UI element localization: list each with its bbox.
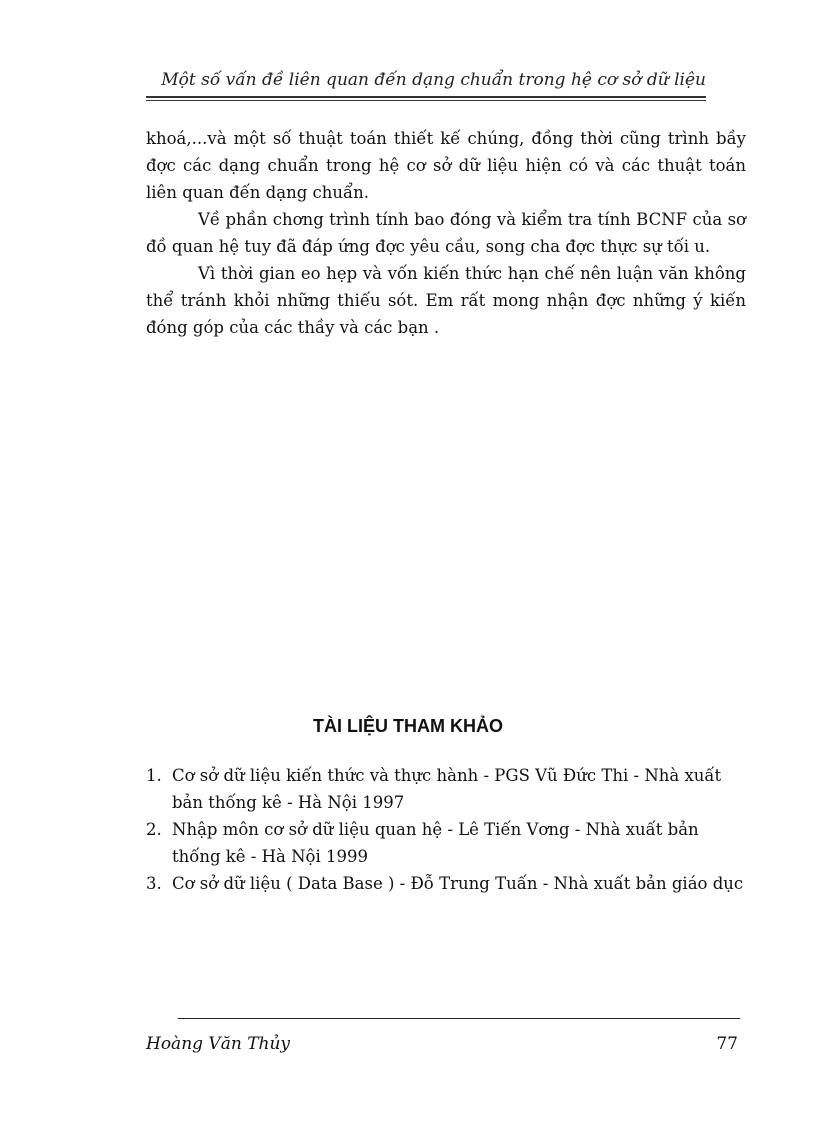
footer-divider	[178, 1018, 740, 1019]
reference-item	[146, 762, 746, 816]
references-list	[146, 762, 746, 897]
header-divider	[146, 96, 706, 101]
paragraph: khoá,...và một số thuật toán thiết kế chúng, đồng thời cũng trình bầy đợc các dạng chuẩn trong hệ cơ sở dữ liệu hiện có và các thuật toán liên quan đến dạng chuẩn.	[146, 129, 746, 202]
paragraph: Về phần chơng trình tính bao đóng và kiểm tra tính BCNF của sơ đồ quan hệ tuy đã đáp ứng đợc yêu cầu, song cha đợc thực sự tối u.	[146, 210, 746, 256]
reference-number: 1.	[146, 766, 162, 785]
reference-item	[146, 816, 746, 870]
footer-author: Hoàng Văn Thủy	[146, 1034, 291, 1054]
reference-text: Nhập môn cơ sở dữ liệu quan hệ - Lê Tiến Vơng - Nhà xuất bản thống kê - Hà Nội 1999	[172, 820, 699, 866]
page-number: 77	[716, 1034, 738, 1054]
reference-text: Cơ sở dữ liệu ( Data Base ) - Đỗ Trung Tuấn - Nhà xuất bản giáo dục	[172, 874, 744, 893]
reference-number: 2.	[146, 820, 162, 839]
running-header: Một số vấn đề liên quan đến dạng chuẩn trong hệ cơ sở dữ liệu	[161, 70, 706, 90]
reference-number: 3.	[146, 874, 162, 893]
reference-text: Cơ sở dữ liệu kiến thức và thực hành - PGS Vũ Đức Thi - Nhà xuất bản thống kê - Hà Nội 1997	[172, 766, 722, 812]
paragraph: Vì thời gian eo hẹp và vốn kiến thức hạn chế nên luận văn không thể tránh khỏi những thiếu sót. Em rất mong nhận đợc những ý kiến đóng góp của các thầy và các bạn .	[146, 264, 746, 337]
reference-item	[146, 870, 746, 897]
references-heading: TÀI LIỆU THAM KHẢO	[313, 716, 503, 736]
body-text	[146, 125, 746, 341]
